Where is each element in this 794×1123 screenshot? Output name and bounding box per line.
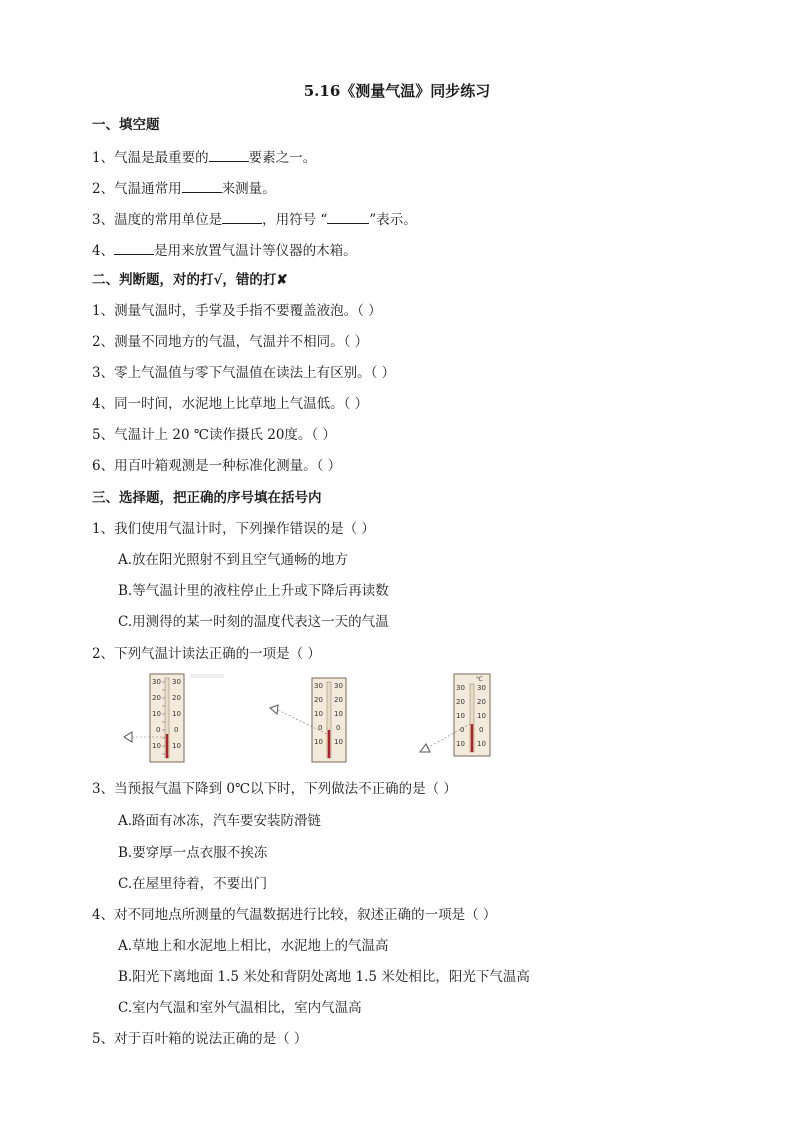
scale-label: 0 bbox=[318, 724, 323, 732]
question-text: ”表示。 bbox=[369, 212, 417, 228]
scale-label: 30 bbox=[314, 682, 323, 690]
choice-option-c[interactable]: C.用测得的某一时刻的温度代表这一天的气温 bbox=[118, 614, 389, 630]
scale-label: 0 bbox=[479, 726, 484, 734]
answer-blank[interactable] bbox=[209, 147, 249, 162]
answer-blank[interactable] bbox=[182, 178, 222, 193]
choice-option-a[interactable]: A.路面有冰冻，汽车要安装防滑链 bbox=[118, 813, 322, 829]
question-text: ，用符号 “ bbox=[262, 212, 328, 228]
scale-label: 10 bbox=[152, 742, 161, 750]
scale-label: 30 bbox=[152, 678, 161, 686]
choice-option-b[interactable]: B.要穿厚一点衣服不挨冻 bbox=[118, 845, 268, 861]
question-text: 要素之一。 bbox=[248, 150, 317, 166]
choice-option-a[interactable]: A.草地上和水泥地上相比，水泥地上的气温高 bbox=[118, 938, 389, 954]
eye-icon bbox=[124, 732, 132, 742]
question-text: 来测量。 bbox=[221, 181, 276, 197]
choice-option-c[interactable]: C.室内气温和室外气温相比，室内气温高 bbox=[118, 1000, 362, 1016]
scale-label: 0 bbox=[174, 726, 179, 734]
choice-question-2: 2、下列气温计读法正确的一项是（ ） bbox=[92, 646, 321, 662]
scale-label: 30 bbox=[477, 684, 486, 692]
scale-label: 10 bbox=[172, 710, 181, 718]
scale-label: 10 bbox=[172, 742, 181, 750]
scale-label: 10 bbox=[314, 738, 323, 746]
unit-label: ℃ bbox=[476, 676, 483, 683]
eye-icon bbox=[270, 705, 278, 714]
scale-label: 30 bbox=[172, 678, 181, 686]
choice-option-c[interactable]: C.在屋里待着，不要出门 bbox=[118, 876, 268, 892]
scale-label: 10 bbox=[334, 738, 343, 746]
scale-label: 30 bbox=[456, 684, 465, 692]
choice-option-a[interactable]: A.放在阳光照射不到且空气通畅的地方 bbox=[118, 552, 349, 568]
fill-question-4 bbox=[92, 240, 357, 260]
question-text: 是用来放置气温计等仪器的木箱。 bbox=[154, 243, 357, 259]
question-text: 2、气温通常用 bbox=[92, 181, 182, 197]
scale-label: 20 bbox=[477, 698, 486, 706]
question-text: 3、温度的常用单位是 bbox=[92, 212, 223, 228]
section-heading-multiple-choice: 三、选择题，把正确的序号填在括号内 bbox=[92, 490, 322, 506]
scale-label: 10 bbox=[477, 712, 486, 720]
scale-label: 20 bbox=[152, 694, 161, 702]
choice-option-b[interactable]: B.阳光下离地面 1.5 米处和背阴处离地 1.5 米处相比，阳光下气温高 bbox=[118, 969, 530, 985]
page-title: 5.16《测量气温》同步练习 bbox=[303, 82, 491, 100]
thermometer-figure-b bbox=[268, 672, 358, 768]
answer-blank[interactable] bbox=[222, 209, 262, 224]
judge-question-3: 3、零上气温值与零下气温值在读法上有区别。（ ） bbox=[92, 365, 396, 381]
eye-icon bbox=[420, 744, 430, 752]
thermometer-figure-c bbox=[414, 672, 504, 768]
judge-question-1: 1、测量气温时，手掌及手指不要覆盖液泡。（ ） bbox=[92, 303, 382, 319]
fill-question-3 bbox=[92, 209, 417, 229]
scale-label: 10 bbox=[477, 740, 486, 748]
judge-question-2: 2、测量不同地方的气温，气温并不相同。（ ） bbox=[92, 334, 369, 350]
judge-question-6: 6、用百叶箱观测是一种标准化测量。（ ） bbox=[92, 458, 342, 474]
judge-question-4: 4、同一时间，水泥地上比草地上气温低。（ ） bbox=[92, 396, 369, 412]
thermometer-figure-a bbox=[118, 672, 238, 768]
scale-label: 20 bbox=[172, 694, 181, 702]
scale-label: 10 bbox=[456, 712, 465, 720]
scale-label: 10 bbox=[334, 710, 343, 718]
scale-label: 20 bbox=[314, 696, 323, 704]
choice-option-b[interactable]: B.等气温计里的液柱停止上升或下降后再读数 bbox=[118, 583, 389, 599]
scale-label: 10 bbox=[314, 710, 323, 718]
choice-question-5: 5、对于百叶箱的说法正确的是（ ） bbox=[92, 1031, 308, 1047]
section-heading-fill-blank: 一、填空题 bbox=[92, 117, 160, 133]
judge-question-5: 5、气温计上 20 ℃读作摄氏 20度。（ ） bbox=[92, 427, 336, 443]
choice-question-3: 3、当预报气温下降到 0℃以下时，下列做法不正确的是（ ） bbox=[92, 781, 457, 797]
scale-label: 10 bbox=[456, 740, 465, 748]
choice-question-4: 4、对不同地点所测量的气温数据进行比较，叙述正确的一项是（ ） bbox=[92, 907, 497, 923]
scale-label: 20 bbox=[456, 698, 465, 706]
scale-label: 30 bbox=[334, 682, 343, 690]
thermometer-figures bbox=[0, 672, 794, 772]
scale-label: 20 bbox=[334, 696, 343, 704]
answer-blank[interactable] bbox=[114, 240, 154, 255]
fill-question-2 bbox=[92, 178, 276, 198]
scale-label: 10 bbox=[152, 710, 161, 718]
scale-label: 0 bbox=[336, 724, 341, 732]
scale-label: 0 bbox=[156, 726, 161, 734]
choice-question-1: 1、我们使用气温计时，下列操作错误的是（ ） bbox=[92, 521, 375, 537]
question-text: 4、 bbox=[92, 243, 115, 259]
section-heading-true-false: 二、判断题，对的打√，错的打✘ bbox=[92, 272, 288, 288]
scale-label: 0 bbox=[460, 726, 465, 734]
answer-blank[interactable] bbox=[327, 209, 369, 224]
fill-question-1 bbox=[92, 147, 316, 167]
question-text: 1、气温是最重要的 bbox=[92, 150, 209, 166]
